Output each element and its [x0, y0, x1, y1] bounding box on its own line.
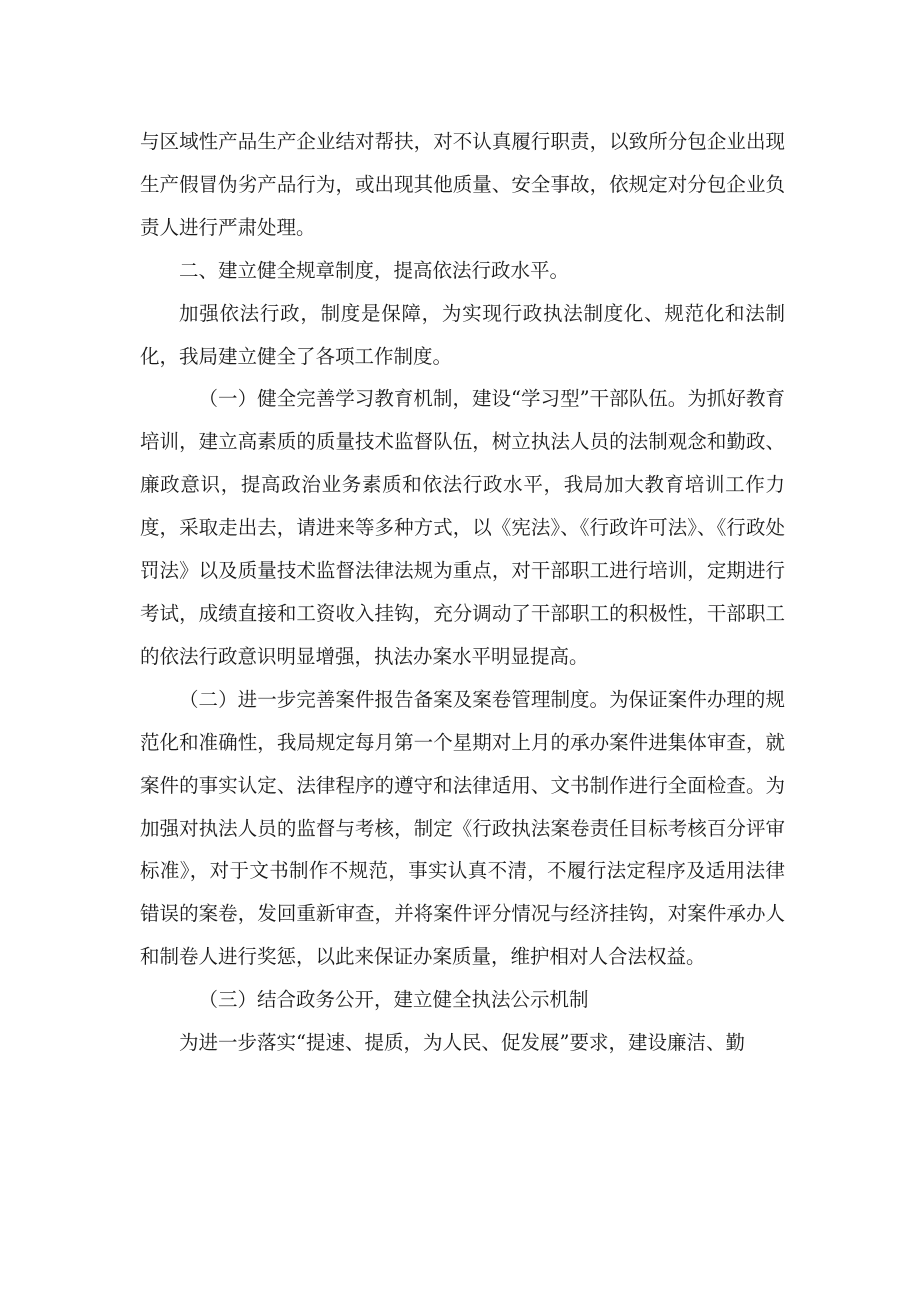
subsection-1-paragraph: （一）健全完善学习教育机制，建设“学习型”干部队伍。为抓好教育培训，建立高素质的质量技术监督队伍，树立执法人员的法制观念和勤政、廉政意识，提高政治业务素质和依法行政水平，我局加大教育培训工作力度，采取走出去，请进来等多种方式，以《宪法》、《行政许可法》、《行政处罚法》以及质量技术监督法律法规为重点，对干部职工进行培训，定期进行考试，成绩直接和工资收入挂钩，充分调动了干部职工的积极性，干部职工的依法行政意识明显增强，执法办案水平明显提高。 — [140, 387, 785, 668]
document-body — [140, 121, 785, 1065]
section-heading-2: 二、建立健全规章制度，提高依法行政水平。 — [179, 258, 570, 282]
subsection-2-paragraph: （二）进一步完善案件报告备案及案卷管理制度。为保证案件办理的规范化和准确性，我局规定每月第一个星期对上月的承办案件进集体审查，就案件的事实认定、法律程序的遵守和法律适用、文书制作进行全面检查。为加强对执法人员的监督与考核，制定《行政执法案卷责任目标考核百分评审标准》，对于文书制作不规范，事实认真不清，不履行法定程序及适用法律错误的案卷，发回重新审查，并将案件评分情况与经济挂钩，对案件承办人和制卷人进行奖惩，以此来保证办案质量，维护相对人合法权益。 — [140, 687, 785, 969]
paragraph-continuation: 与区域性产品生产企业结对帮扶，对不认真履行职责，以致所分包企业出现生产假冒伪劣产品行为，或出现其他质量、安全事故，依规定对分包企业负责人进行严肃处理。 — [140, 130, 785, 239]
paragraph-final: 为进一步落实“提速、提质，为人民、促发展”要求，建设廉洁、勤 — [179, 1031, 745, 1055]
paragraph-intro: 加强依法行政，制度是保障，为实现行政执法制度化、规范化和法制化，我局建立健全了各项工作制度。 — [140, 301, 785, 368]
subsection-3-heading: （三）结合政务公开，建立健全执法公示机制 — [198, 988, 589, 1012]
